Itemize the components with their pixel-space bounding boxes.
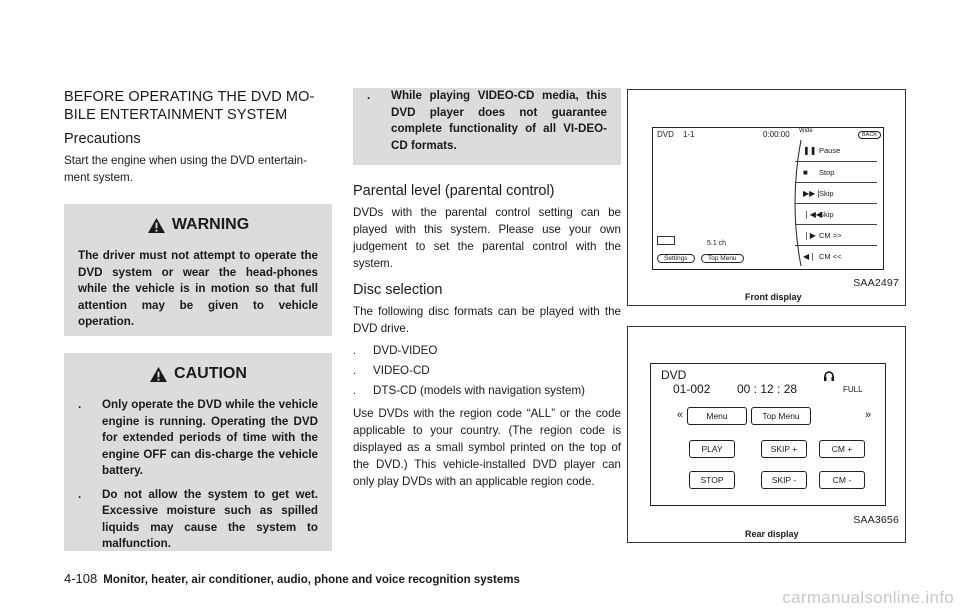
caution-item-text: Do not allow the system to get wet. Excessive moisture such as spilled liquids may cause the system to malfunction. bbox=[102, 487, 318, 550]
precautions-heading: Precautions bbox=[64, 131, 141, 147]
top-menu-button[interactable]: Top Menu bbox=[701, 254, 744, 263]
headphone-icon bbox=[823, 370, 835, 382]
cm-back-button[interactable]: CM - bbox=[819, 471, 865, 489]
watermark: carmanualsonline.info bbox=[782, 588, 954, 607]
footer-title: Monitor, heater, air conditioner, audio, phone and voice recognition systems bbox=[103, 574, 520, 586]
menu-item[interactable] bbox=[795, 161, 877, 182]
menu-item-label: CM << bbox=[819, 251, 842, 261]
dvd-label: DVD bbox=[661, 368, 687, 382]
rear-display-figure bbox=[627, 326, 906, 543]
warning-title-text: WARNING bbox=[171, 216, 250, 233]
menu-item[interactable] bbox=[795, 140, 877, 161]
middle-column bbox=[353, 88, 621, 490]
bullet: . bbox=[353, 344, 357, 357]
wide-label: Wide bbox=[799, 128, 813, 134]
skip-forward-button[interactable]: SKIP + bbox=[761, 440, 807, 458]
caution-box bbox=[64, 353, 332, 551]
rear-display-screen bbox=[650, 363, 886, 506]
figure-code: SAA3656 bbox=[853, 514, 899, 526]
top-menu-button[interactable]: Top Menu bbox=[751, 407, 811, 425]
warning-triangle-icon bbox=[147, 217, 166, 234]
precautions-text-line-1: Start the engine when using the DVD entertain- bbox=[64, 154, 307, 167]
video-cd-note-list bbox=[367, 88, 607, 154]
stop-icon: ■ bbox=[803, 167, 808, 177]
caution-triangle-icon bbox=[149, 366, 168, 383]
disc-format-text: DTS-CD (models with navigation system) bbox=[373, 384, 585, 397]
caution-title bbox=[78, 365, 318, 383]
video-cd-note-item bbox=[367, 88, 607, 154]
skip-forward-icon: ▶▶❘ bbox=[803, 188, 823, 198]
warning-text: The driver must not attempt to operate the DVD system or wear the head-phones while the vehicle is in motion so that full attention may be given to vehicle operation. bbox=[78, 249, 318, 328]
section-heading bbox=[64, 88, 332, 124]
menu-item-label: Skip bbox=[819, 188, 834, 198]
previous-page-icon[interactable]: « bbox=[677, 409, 684, 421]
disc-format-text: VIDEO-CD bbox=[373, 364, 430, 377]
cm-back-icon: ◀❘ bbox=[803, 251, 816, 261]
next-page-icon[interactable]: » bbox=[865, 409, 872, 421]
menu-item-label: Skip bbox=[819, 209, 834, 219]
bullet: . bbox=[78, 487, 82, 501]
chapter-readout: 1-1 bbox=[683, 130, 695, 139]
figure-caption: Rear display bbox=[745, 529, 799, 539]
menu-item-label: CM >> bbox=[819, 230, 842, 240]
disc-intro-text: The following disc formats can be played with the DVD drive. bbox=[353, 305, 621, 335]
cm-forward-button[interactable]: CM + bbox=[819, 440, 865, 458]
playback-menu-panel bbox=[795, 140, 877, 266]
region-code-text: Use DVDs with the region code “ALL” or the code applicable to your country. (The region code is displayed as a small symbol printed on the top of the DVD.) This vehicle-installed DVD player can only play DVDs with an applicable region code. bbox=[353, 407, 621, 488]
section-heading-line-2: BILE ENTERTAINMENT SYSTEM bbox=[64, 107, 288, 123]
parental-text: DVDs with the parental control setting can be played with this system. Please use your own judgement to set the parental control with the system. bbox=[353, 206, 621, 270]
audio-channel-readout: 5.1 ch bbox=[707, 240, 727, 247]
back-button[interactable]: BACK bbox=[858, 131, 881, 139]
precautions-text-line-2: ment system. bbox=[64, 171, 133, 184]
menu-item[interactable] bbox=[795, 182, 877, 203]
time-readout: 0:00:00 bbox=[763, 130, 790, 139]
front-display-screen bbox=[652, 127, 884, 270]
caution-title-text: CAUTION bbox=[174, 365, 247, 382]
caution-item bbox=[78, 487, 318, 553]
section-heading-line-1: BEFORE OPERATING THE DVD MO- bbox=[64, 89, 315, 105]
menu-item-label: Pause bbox=[819, 146, 841, 155]
chapter-readout: 01-002 bbox=[673, 382, 711, 396]
skip-back-button[interactable]: SKIP - bbox=[761, 471, 807, 489]
disc-logo-icon bbox=[657, 236, 675, 245]
bullet: . bbox=[353, 384, 357, 397]
warning-box bbox=[64, 204, 332, 336]
page-number: 4-108 bbox=[64, 571, 98, 586]
menu-button[interactable]: Menu bbox=[687, 407, 747, 425]
front-display-figure bbox=[627, 89, 906, 306]
video-cd-note-box bbox=[353, 88, 621, 165]
parental-heading: Parental level (parental control) bbox=[353, 183, 555, 199]
video-cd-note-text: While playing VIDEO-CD media, this DVD player does not guarantee complete functionality of all VI-DEO-CD formats. bbox=[391, 89, 607, 152]
menu-item[interactable] bbox=[795, 224, 877, 245]
warning-title bbox=[78, 216, 318, 234]
stop-button[interactable]: STOP bbox=[689, 471, 735, 489]
disc-format-list bbox=[353, 341, 621, 401]
full-label: FULL bbox=[843, 385, 863, 394]
left-column bbox=[64, 88, 332, 551]
skip-back-icon: ❘◀◀ bbox=[803, 209, 823, 219]
disc-format-item bbox=[353, 381, 621, 401]
menu-item[interactable] bbox=[795, 203, 877, 224]
pause-icon: ❚❚ bbox=[803, 146, 817, 155]
bullet: . bbox=[353, 364, 357, 377]
menu-item-label: Stop bbox=[819, 167, 835, 177]
caution-item bbox=[78, 397, 318, 480]
disc-format-item bbox=[353, 341, 621, 361]
caution-item-text: Only operate the DVD while the vehicle engine is running. Operating the DVD for extended periods of time with the engine OFF can dis-charge the vehicle battery. bbox=[102, 398, 318, 477]
cm-forward-icon: ❘▶ bbox=[803, 230, 816, 240]
disc-format-text: DVD-VIDEO bbox=[373, 344, 438, 357]
figure-caption: Front display bbox=[745, 292, 802, 302]
bullet: . bbox=[367, 89, 371, 102]
play-button[interactable]: PLAY bbox=[689, 440, 735, 458]
precautions-text bbox=[64, 152, 332, 186]
time-readout: 00 : 12 : 28 bbox=[737, 382, 798, 396]
disc-format-item bbox=[353, 361, 621, 381]
menu-item[interactable] bbox=[795, 245, 877, 266]
bullet: . bbox=[78, 398, 82, 411]
disc-selection-heading: Disc selection bbox=[353, 282, 443, 298]
figure-code: SAA2497 bbox=[853, 277, 899, 289]
page-footer bbox=[64, 571, 520, 586]
caution-list bbox=[78, 397, 318, 553]
dvd-label: DVD bbox=[657, 130, 674, 139]
settings-button[interactable]: Settings bbox=[657, 254, 695, 263]
